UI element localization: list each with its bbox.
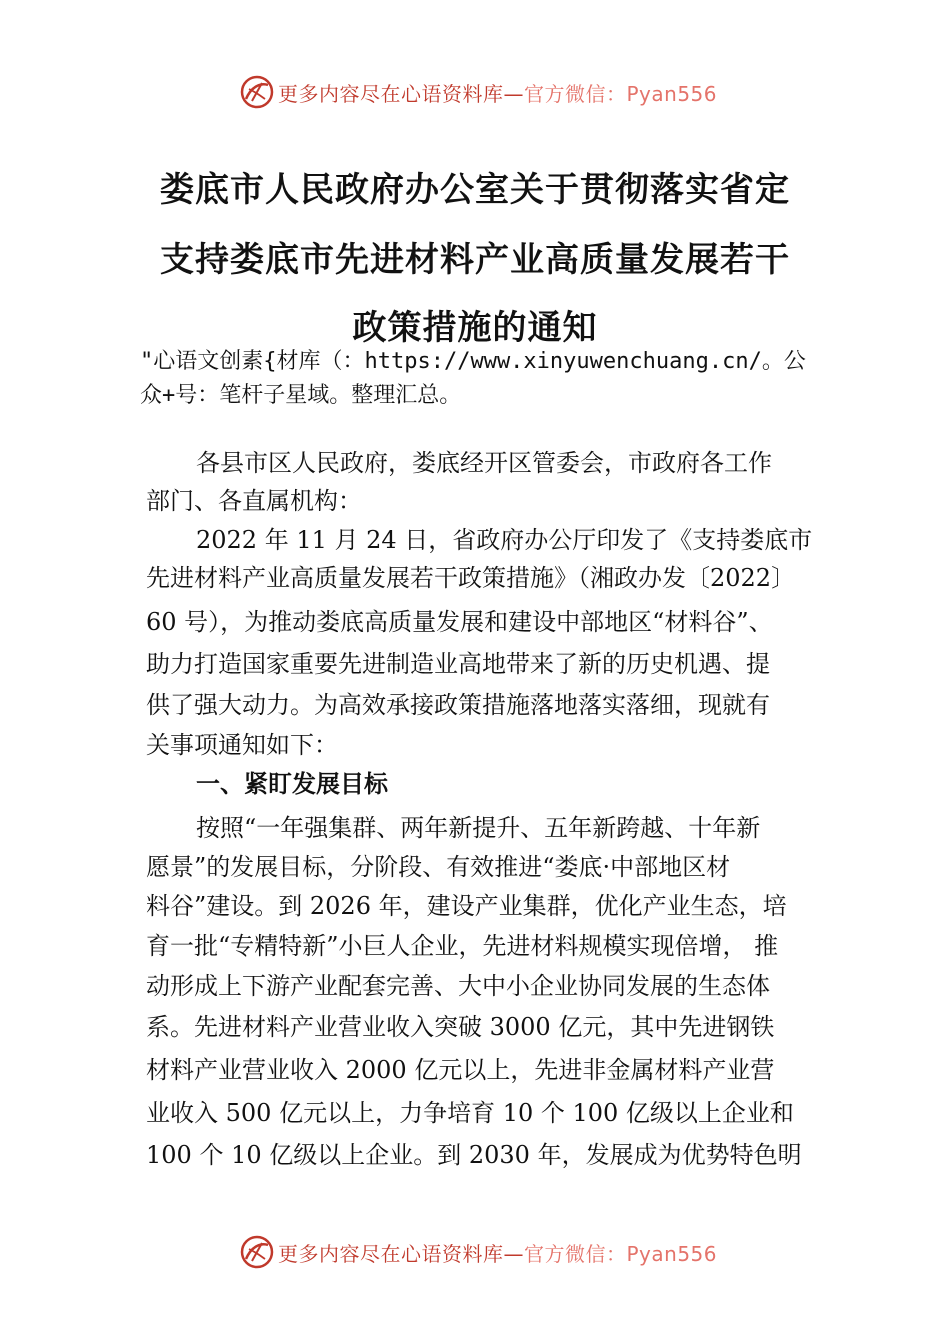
library-logo-icon <box>240 1235 274 1269</box>
banner-brand: 更多内容尽在心语资料库 <box>278 81 504 106</box>
body-line: 系。先进材料产业营业收入突破 3000 亿元，其中先进钢铁 <box>146 1013 775 1041</box>
document-title-line-2: 支持娄底市先进材料产业高质量发展若干 <box>160 240 790 280</box>
body-line: 供了强大动力。为高效承接政策措施落地落实落细，现就有 <box>146 691 770 719</box>
banner-wechat: 官方微信：Pyan556 <box>524 1241 718 1266</box>
document-title-line-3: 政策措施的通知 <box>352 308 598 348</box>
source-note-line-1: "心语文创素{材库（：https://www.xinyuwenchuang.cn/。公 <box>140 349 806 374</box>
banner-brand: 更多内容尽在心语资料库 <box>278 1241 504 1266</box>
banner-text <box>278 1238 717 1267</box>
body-line: 100 个 10 亿级以上企业。到 2030 年，发展成为优势特色明 <box>146 1141 802 1169</box>
banner-text <box>278 78 717 107</box>
body-line: 愿景”的发展目标，分阶段、有效推进“娄底·中部地区材 <box>146 853 731 881</box>
section-heading: 一、紧盯发展目标 <box>196 770 388 798</box>
banner-dash: — <box>503 1241 524 1266</box>
library-logo-icon <box>240 75 274 109</box>
banner-dash: — <box>503 81 524 106</box>
body-line: 关事项通知如下： <box>146 731 338 759</box>
footer-banner <box>0 1232 950 1272</box>
source-note-line-2: 众+号：笔杆子星域。整理汇总。 <box>140 383 462 408</box>
banner-wechat: 官方微信：Pyan556 <box>524 81 718 106</box>
body-line: 料谷”建设。到 2026 年，建设产业集群，优化产业生态，培 <box>146 892 787 920</box>
body-line: 2022 年 11 月 24 日，省政府办公厅印发了《支持娄底市 <box>196 526 813 554</box>
header-banner <box>0 72 950 112</box>
body-line: 材料产业营业收入 2000 亿元以上，先进非金属材料产业营 <box>146 1056 775 1084</box>
body-line: 部门、各直属机构： <box>146 487 362 515</box>
body-line: 助力打造国家重要先进制造业高地带来了新的历史机遇、提 <box>146 650 770 678</box>
body-line: 先进材料产业高质量发展若干政策措施》（湘政办发〔2022〕 <box>146 564 796 592</box>
body-line: 动形成上下游产业配套完善、大中小企业协同发展的生态体 <box>146 972 770 1000</box>
body-line: 60 号），为推动娄底高质量发展和建设中部地区“材料谷”、 <box>146 608 773 636</box>
body-line: 各县市区人民政府，娄底经开区管委会，市政府各工作 <box>196 449 772 477</box>
body-line: 育一批“专精特新”小巨人企业，先进材料规模实现倍增， 推 <box>146 932 779 960</box>
document-title-line-1: 娄底市人民政府办公室关于贯彻落实省定 <box>160 170 790 210</box>
body-line: 业收入 500 亿元以上，力争培育 10 个 100 亿级以上企业和 <box>146 1099 794 1127</box>
body-line: 按照“一年强集群、两年新提升、五年新跨越、十年新 <box>196 814 761 842</box>
